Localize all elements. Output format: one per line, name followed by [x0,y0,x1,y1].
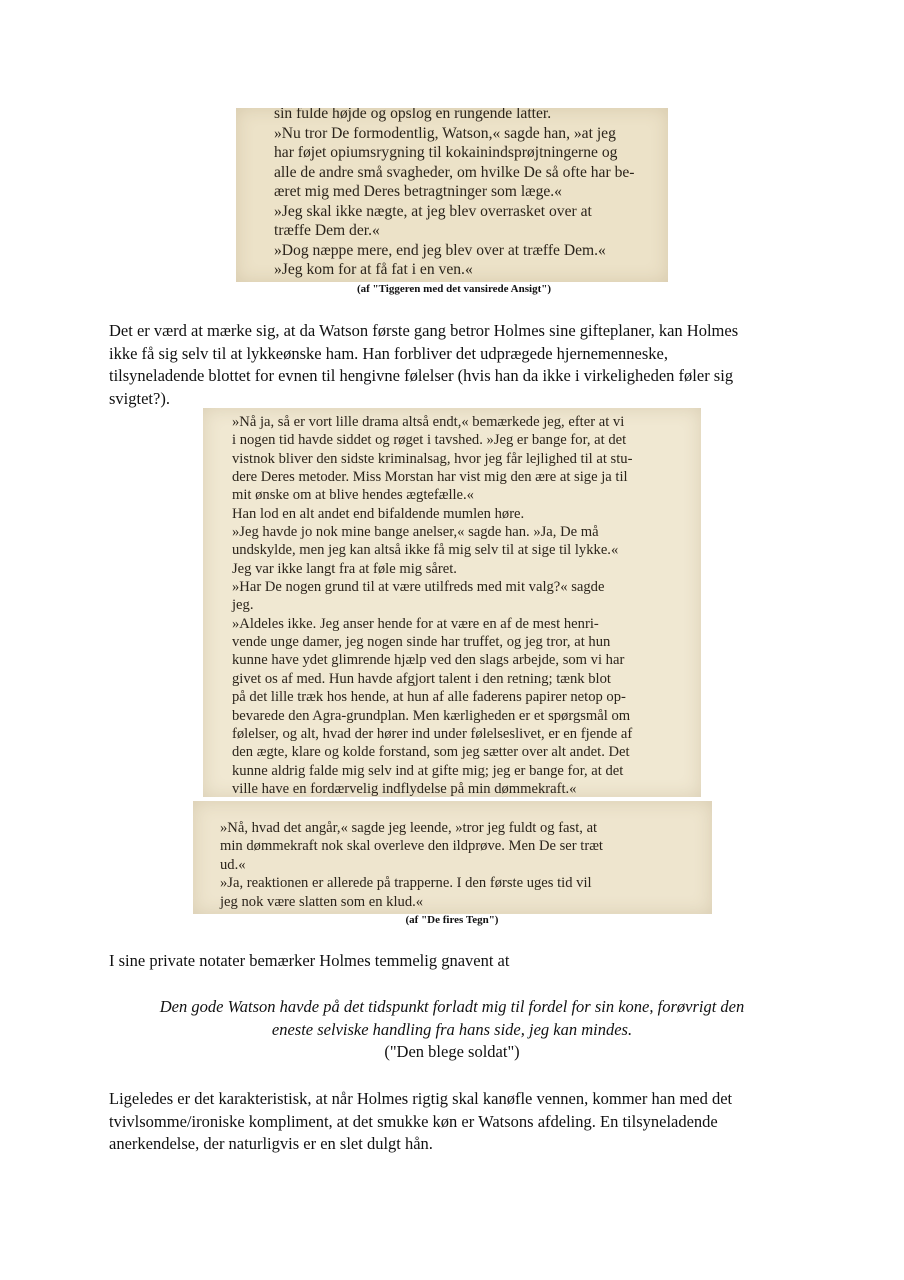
excerpt-line: sin fulde højde og opslog en rungende latter. [274,108,552,122]
paragraph-line: tilsyneladende blottet for evnen til hengivne følelser (hvis han da ikke i virkeligheden føler sig [109,366,734,385]
excerpt-line: mit ønske om at blive hendes ægtefælle.« [232,487,474,504]
paragraph-line: tvivlsomme/ironiske kompliment, at det smukke køn er Watsons afdeling. En tilsyneladende [109,1111,718,1131]
excerpt-line: undskylde, men jeg kan altså ikke få mig selv til at sige til lykke.« [232,542,619,559]
excerpt-line: »Har De nogen grund til at være utilfreds med mit valg?« sagde [232,579,605,596]
quote-source: ("Den blege soldat") [384,1042,520,1061]
quote-line: eneste selviske handling fra hans side, jeg kan mindes. [271,1019,633,1039]
excerpt-line: æret mig med Deres betragtninger som læge.« [274,183,562,200]
excerpt-line: i nogen tid havde siddet og røget i tavshed. »Jeg er bange for, at det [232,432,627,449]
body-paragraph-1 [109,320,809,410]
excerpt-line: Han lod en alt andet end bifaldende mumlen høre. [232,505,525,522]
excerpt-line: Jeg var ikke langt fra at føle mig såret. [232,560,457,577]
excerpt-line: »Jeg kom for at få fat i en ven.« [274,261,473,278]
excerpt-line: jeg nok være slatten som en klud.« [220,893,424,910]
excerpt-3-text [220,819,603,911]
excerpt-line: ville have en fordærvelig indflydelse på min dømmekraft.« [232,780,577,797]
excerpt-line: »Nu tror De formodentlig, Watson,« sagde han, »at jeg [274,124,616,142]
excerpt-2-text [232,413,632,797]
excerpt-line: dere Deres metoder. Miss Morstan har vist mig den ære at sige ja til [232,469,628,486]
book-excerpt-image-1 [236,108,668,282]
excerpt-line: »Dog næppe mere, end jeg blev over at træffe Dem.« [274,241,606,259]
excerpt-line: alle de andre små svagheder, om hvilke De så ofte har be- [274,163,635,181]
body-paragraph-3 [109,1088,809,1156]
excerpt-line [274,280,634,283]
excerpt-line: givet os af med. Hun havde afgjort talent i den retning; tænk blot [232,670,611,687]
excerpt-line: vistnok bliver den sidste kriminalsag, hvor jeg får lejlighed til at stu- [232,450,633,467]
book-excerpt-image-3 [193,801,712,914]
paragraph-line: ikke få sig selv til at lykkeønske ham. Han forbliver det udprægede hjernemenneske, [109,343,669,363]
excerpt-line: »Aldeles ikke. Jeg anser hende for at være en af de mest henri- [232,615,599,632]
body-paragraph-2 [109,950,809,973]
excerpt-1-caption: (af "Tiggeren med det vansirede Ansigt") [356,283,551,295]
excerpt-line: min dømmekraft nok skal overleve den ildprøve. Men De ser træt [220,838,603,855]
paragraph-line: Det er værd at mærke sig, at da Watson første gang betror Holmes sine gifteplaner, kan Holmes [109,321,739,340]
excerpt-line: »Nå, hvad det angår,« sagde jeg leende, »tror jeg fuldt og fast, at [220,820,598,836]
excerpt-line: ud.« [220,856,246,873]
excerpt-line: bevarede den Agra-grundplan. Men kærligheden er et spørgsmål om [232,707,631,724]
excerpt-line: vende unge damer, jeg nogen sinde har truffet, og jeg tror, at hun [232,634,611,651]
excerpt-line: »Jeg skal ikke nægte, at jeg blev overrasket over at [274,202,592,220]
excerpt-line: den ægte, klare og kolde forstand, som jeg sætter over alt andet. Det [232,744,630,761]
paragraph-line: anerkendelse, der naturligvis er en slet dulgt hån. [109,1134,433,1153]
excerpt-line: følelser, og alt, hvad der hører ind under følelseslivet, er en fjende af [232,725,633,742]
paragraph-line: svigtet?). [109,388,170,408]
excerpt-1-text [274,108,634,282]
excerpt-line: kunne aldrig falde mig selv ind at gifte mig; jeg er bange for, at det [232,762,624,779]
excerpt-3-caption: (af "De fires Tegn") [405,914,499,926]
block-quote [109,996,795,1064]
excerpt-line: træffe Dem der.« [274,222,380,239]
quote-line: Den gode Watson havde på det tidspunkt forladt mig til fordel for sin kone, forøvrigt den [159,997,745,1016]
excerpt-line: »Nå ja, så er vort lille drama altså endt,« bemærkede jeg, efter at vi [232,414,625,430]
excerpt-line: på det lille træk hos hende, at hun af alle faderens papirer netop op- [232,689,626,706]
paragraph-line: I sine private notater bemærker Holmes temmelig gnavent at [109,951,510,970]
excerpt-line: jeg. [232,597,254,614]
paragraph-line: Ligeledes er det karakteristisk, at når Holmes rigtig skal kanøfle vennen, kommer han med det [109,1089,733,1108]
excerpt-line: »Jeg havde jo nok mine bange anelser,« sagde han. »Ja, De må [232,524,599,541]
book-excerpt-image-2 [203,408,701,797]
excerpt-line: kunne have ydet glimrende hjælp ved den slags arbejde, som vi har [232,652,625,669]
excerpt-line: »Ja, reaktionen er allerede på trapperne. I den første uges tid vil [220,875,592,892]
excerpt-line: har føjet opiumsrygning til kokainindsprøjtningerne og [274,144,618,161]
